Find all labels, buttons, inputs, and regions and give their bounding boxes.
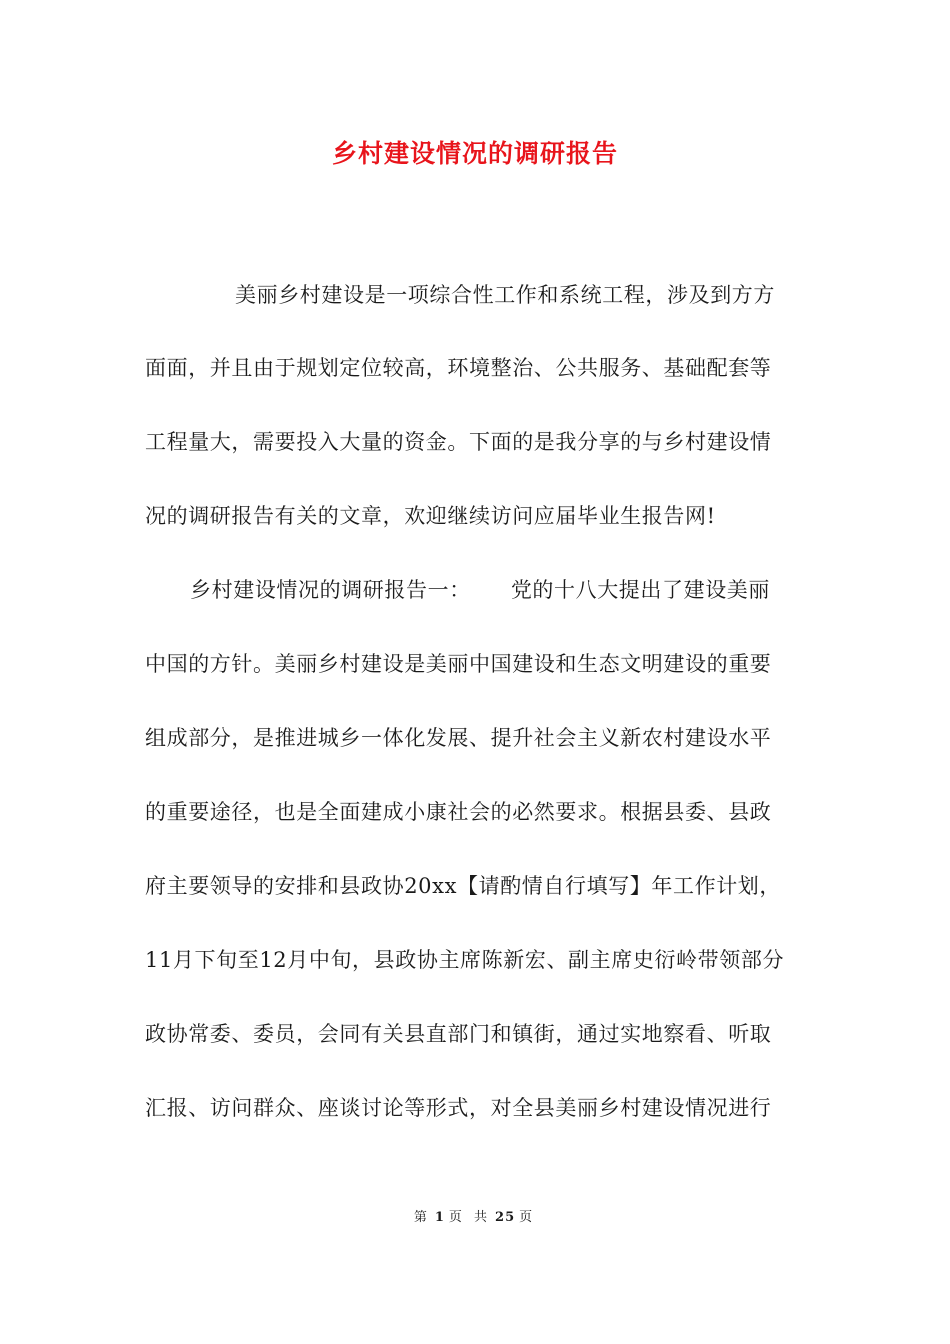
section-first-text: 党的十八大提出了建设美丽 (510, 578, 771, 602)
footer-suffix: 页 (519, 1210, 537, 1225)
section-line (190, 575, 890, 605)
paragraph-line: 政协常委、委员，会同有关县直部门和镇街，通过实地察看、听取 (145, 1022, 772, 1046)
paragraph-line: 面面，并且由于规划定位较高，环境整治、公共服务、基础配套等 (145, 356, 772, 380)
paragraph-line: 况的调研报告有关的文章，欢迎继续访问应届毕业生报告网! (145, 504, 716, 528)
footer-middle: 页 共 (448, 1210, 492, 1225)
paragraph-line: 11月下旬至12月中旬，县政协主席陈新宏、副主席史衍岭带领部分 (145, 948, 785, 972)
section-heading: 乡村建设情况的调研报告一： (190, 578, 471, 602)
paragraph-line: 组成部分，是推进城乡一体化发展、提升社会主义新农村建设水平 (145, 726, 772, 750)
paragraph-line: 汇报、访问群众、座谈讨论等形式，对全县美丽乡村建设情况进行 (145, 1096, 772, 1120)
paragraph-line: 工程量大，需要投入大量的资金。下面的是我分享的与乡村建设情 (145, 430, 772, 454)
page-total: 25 (495, 1210, 516, 1225)
page-current: 1 (434, 1210, 445, 1225)
footer-prefix: 第 (413, 1210, 431, 1225)
paragraph-line: 的重要途径，也是全面建成小康社会的必然要求。根据县委、县政 (145, 800, 772, 824)
paragraph-line: 中国的方针。美丽乡村建设是美丽中国建设和生态文明建设的重要 (145, 652, 772, 676)
document-title: 乡村建设情况的调研报告 (331, 139, 618, 168)
paragraph-line: 美丽乡村建设是一项综合性工作和系统工程，涉及到方方 (235, 283, 775, 307)
page-footer (0, 1208, 950, 1228)
paragraph-line: 府主要领导的安排和县政协20xx【请酌情自行填写】年工作计划， (145, 874, 782, 898)
